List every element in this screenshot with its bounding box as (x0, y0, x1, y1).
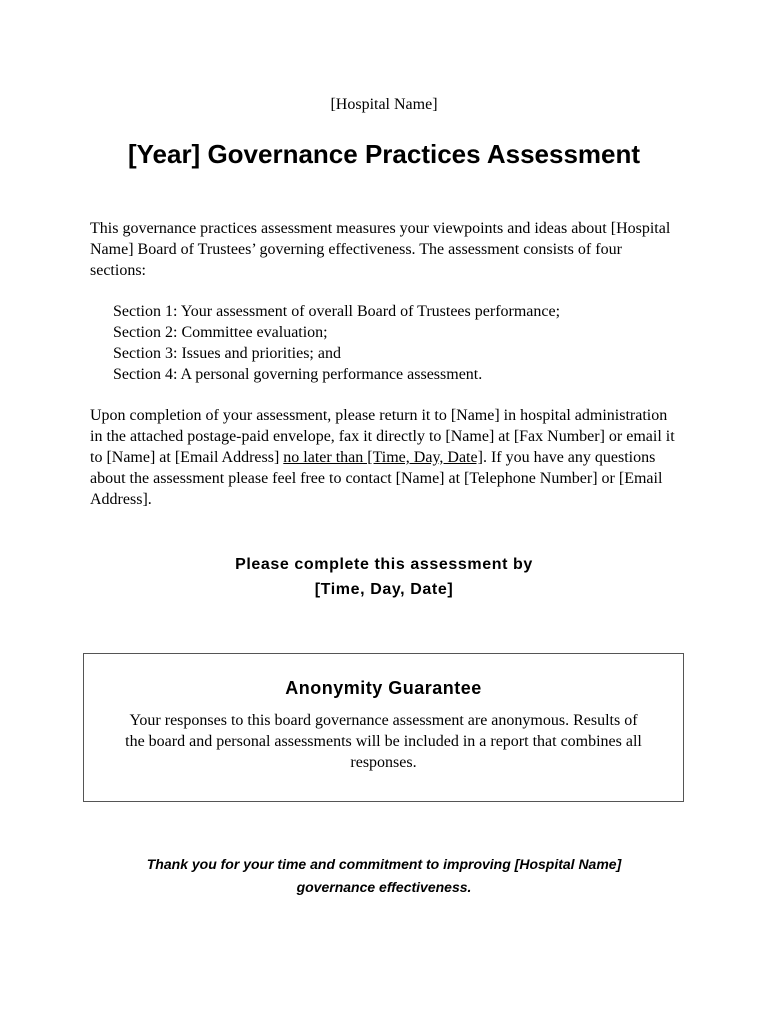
intro-paragraph: This governance practices assessment measures your viewpoints and ideas about [Hospital Name] Board of Trustees’ governing effectiveness. The assessment consists of four sections: (90, 220, 671, 279)
deadline-line: Please complete this assessment by (235, 556, 533, 573)
completion-text: Upon completion of your assessment, please return it to [Name] in hospital administration in the attached postage-paid envelope, fax it directly to [Name] at [Fax Number] or email it to [Name] at [Email Address] (90, 407, 675, 466)
hospital-name: [Hospital Name] (330, 96, 438, 113)
deadline-date: [Time, Day, Date] (314, 581, 454, 598)
thank-you-note (0, 853, 768, 899)
section-item: Section 1: Your assessment of overall Board of Trustees performance; (113, 303, 561, 320)
section-item: Section 3: Issues and priorities; and (113, 345, 341, 362)
section-list (113, 301, 673, 385)
deadline-underlined-text: no later than [Time, Day, Date] (283, 449, 483, 466)
section-item: Section 2: Committee evaluation; (113, 324, 328, 341)
completion-paragraph (90, 405, 680, 510)
page-title: [Year] Governance Practices Assessment (127, 139, 641, 169)
completion-text-end: . If you have any questions about the assessment please feel free to contact [Name] at [Telephone Number] or [Email Address]. (90, 449, 663, 508)
anonymity-box (83, 653, 684, 802)
anonymity-text: Your responses to this board governance assessment are anonymous. Results of the board and personal assessments will be included in a report that combines all responses. (125, 712, 642, 771)
section-item: Section 4: A personal governing performance assessment. (113, 366, 483, 383)
deadline-notice (0, 552, 768, 602)
thank-you-line: governance effectiveness. (296, 879, 472, 895)
thank-you-line: Thank you for your time and commitment to improving [Hospital Name] (146, 856, 622, 872)
anonymity-title: Anonymity Guarantee (285, 678, 482, 698)
